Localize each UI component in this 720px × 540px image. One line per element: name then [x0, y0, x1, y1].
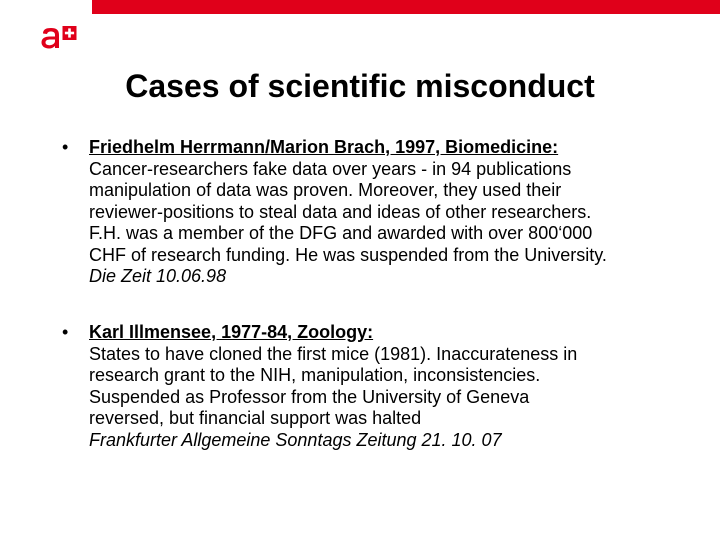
bullet-heading: Karl Illmensee, 1977-84, Zoology: [89, 322, 374, 342]
bullet-content [89, 322, 709, 451]
bullet-dot: • [62, 322, 69, 342]
a-plus-logo-icon [40, 24, 82, 52]
bullet-dot: • [62, 137, 69, 157]
bullet-content [89, 137, 709, 288]
bullet-heading: Friedhelm Herrmann/Marion Brach, 1997, Biomedicine: [89, 137, 559, 157]
slide-title: Cases of scientific misconduct [125, 68, 595, 104]
bullet-text: Cancer-researchers fake data over years - in 94 publications manipulation of data was proven. Moreover, they used their reviewer-positions to steal data and ideas of other researchers. F.H. was a member of the DFG and awarded with over 800‘000 CHF of research funding. He was suspended from the University. [89, 158, 607, 265]
bullet-source: Frankfurter Allgemeine Sonntags Zeitung 21. 10. 07 [89, 429, 502, 450]
bullet-source: Die Zeit 10.06.98 [89, 266, 227, 286]
bullet-text: States to have cloned the first mice (1981). Inaccurateness in research grant to the NIH, manipulation, inconsistencies. Suspended as Professor from the University of Geneva reversed, but financial support was halted [89, 343, 578, 428]
brand-color-bar [92, 0, 720, 14]
